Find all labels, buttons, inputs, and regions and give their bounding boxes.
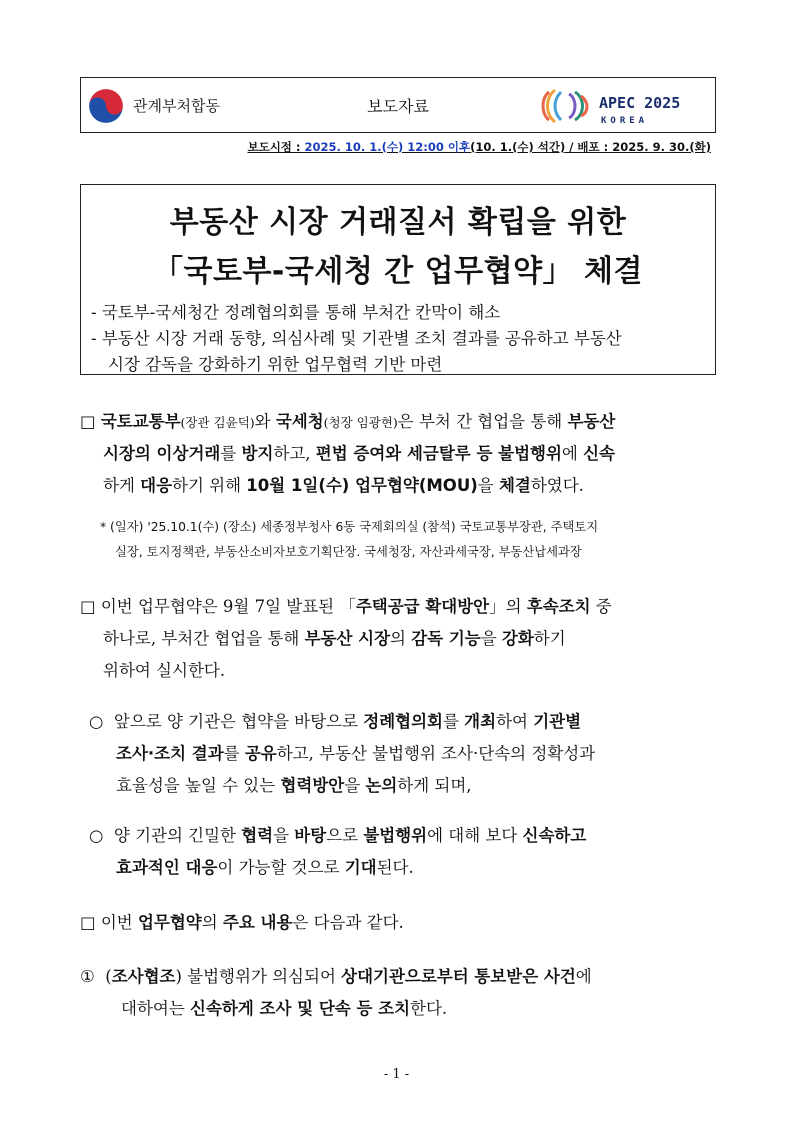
page-number: - 1 - <box>383 1067 410 1082</box>
paragraph-1-line-2: 시장의 이상거래를 방지하고, 편법 증여와 세금탈루 등 불법행위에 신속 <box>103 444 615 463</box>
paragraph-1-line-3: 하게 대응하기 위해 10월 1일(수) 업무협약(MOU)을 체결하였다. <box>103 476 584 495</box>
paragraph-2-line-3: 위하여 실시한다. <box>103 661 226 680</box>
release-label: 보도시점 : <box>247 140 305 154</box>
box-marker: □ <box>80 913 96 932</box>
paragraph-2-line-2: 하나로, 부처간 협업을 통해 부동산 시장의 감독 기능을 강화하기 <box>103 629 566 648</box>
paragraph-6-line-1: ① (조사협조) 불법행위가 의심되어 상대기관으로부터 통보받은 사건에 <box>80 967 592 986</box>
subheading-2-cont: 시장 감독을 강화하기 위한 업무협력 기반 마련 <box>108 355 443 374</box>
paper-edition: (10. 1.(수) 석간) <box>470 140 566 154</box>
subheading-2: - 부동산 시장 거래 동향, 의심사례 및 기관별 조치 결과를 공유하고 부동산 <box>91 329 622 348</box>
subheading-1: - 국토부-국세청간 정례협의회를 통해 부처간 칸막이 해소 <box>91 303 501 322</box>
circle-marker: ○ <box>89 712 104 731</box>
apec-title: APEC 2025 <box>599 94 681 112</box>
paragraph-4-line-2: 효과적인 대응이 가능할 것으로 기대된다. <box>116 858 414 877</box>
paragraph-3-line-1: ○ 앞으로 양 기관은 협약을 바탕으로 정례협의회를 개최하여 기관별 <box>89 712 582 731</box>
headline-line-2: 「국토부-국세청 간 업무협약」 체결 <box>152 254 644 289</box>
headline-box <box>80 184 716 375</box>
circle-marker: ○ <box>89 826 104 845</box>
paragraph-6-line-2: 대하여는 신속하게 조사 및 단속 등 조치한다. <box>121 999 448 1018</box>
numbered-marker: ① <box>80 967 95 986</box>
distribution-date: / 배포 : 2025. 9. 30.(화) <box>565 140 711 154</box>
paragraph-4-line-1: ○ 양 기관의 긴밀한 협력을 바탕으로 불법행위에 대해 보다 신속하고 <box>89 826 587 845</box>
apec-2025-korea-logo <box>541 84 707 128</box>
embargo-time: 2025. 10. 1.(수) 12:00 이후 <box>304 140 471 154</box>
headline-line-1: 부동산 시장 거래질서 확립을 위한 <box>169 205 627 240</box>
document-type: 보도자료 <box>367 97 429 116</box>
apec-sub: KOREA <box>601 116 649 126</box>
box-marker: □ <box>80 412 96 431</box>
press-release-header <box>80 77 716 133</box>
footnote-line-2: 실장, 토지정책관, 부동산소비자보호기획단장. 국세청장, 자산과세국장, 부동산납세과장 <box>115 545 582 559</box>
paragraph-1-line-1: □ 국토교통부(장관 김윤덕)와 국세청(청장 임광현)은 부처 간 협업을 통해 부동산 <box>80 412 616 431</box>
org-name: 관계부처합동 <box>133 97 220 115</box>
paragraph-2-line-1: □ 이번 업무협약은 9월 7일 발표된 「주택공급 확대방안」의 후속조치 중 <box>80 597 612 616</box>
release-info <box>247 139 711 155</box>
footnote-line-1: * (일자) '25.10.1(수) (장소) 세종정부청사 6동 국제회의실 (참석) 국토교통부장관, 주택토지 <box>100 520 599 534</box>
paragraph-3-line-3: 효율성을 높일 수 있는 협력방안을 논의하게 되며, <box>116 776 472 795</box>
paragraph-3-line-2: 조사·조치 결과를 공유하고, 부동산 불법행위 조사·단속의 정확성과 <box>116 744 596 763</box>
paragraph-5-line-1: □ 이번 업무협약의 주요 내용은 다음과 같다. <box>80 913 404 932</box>
box-marker: □ <box>80 597 96 616</box>
